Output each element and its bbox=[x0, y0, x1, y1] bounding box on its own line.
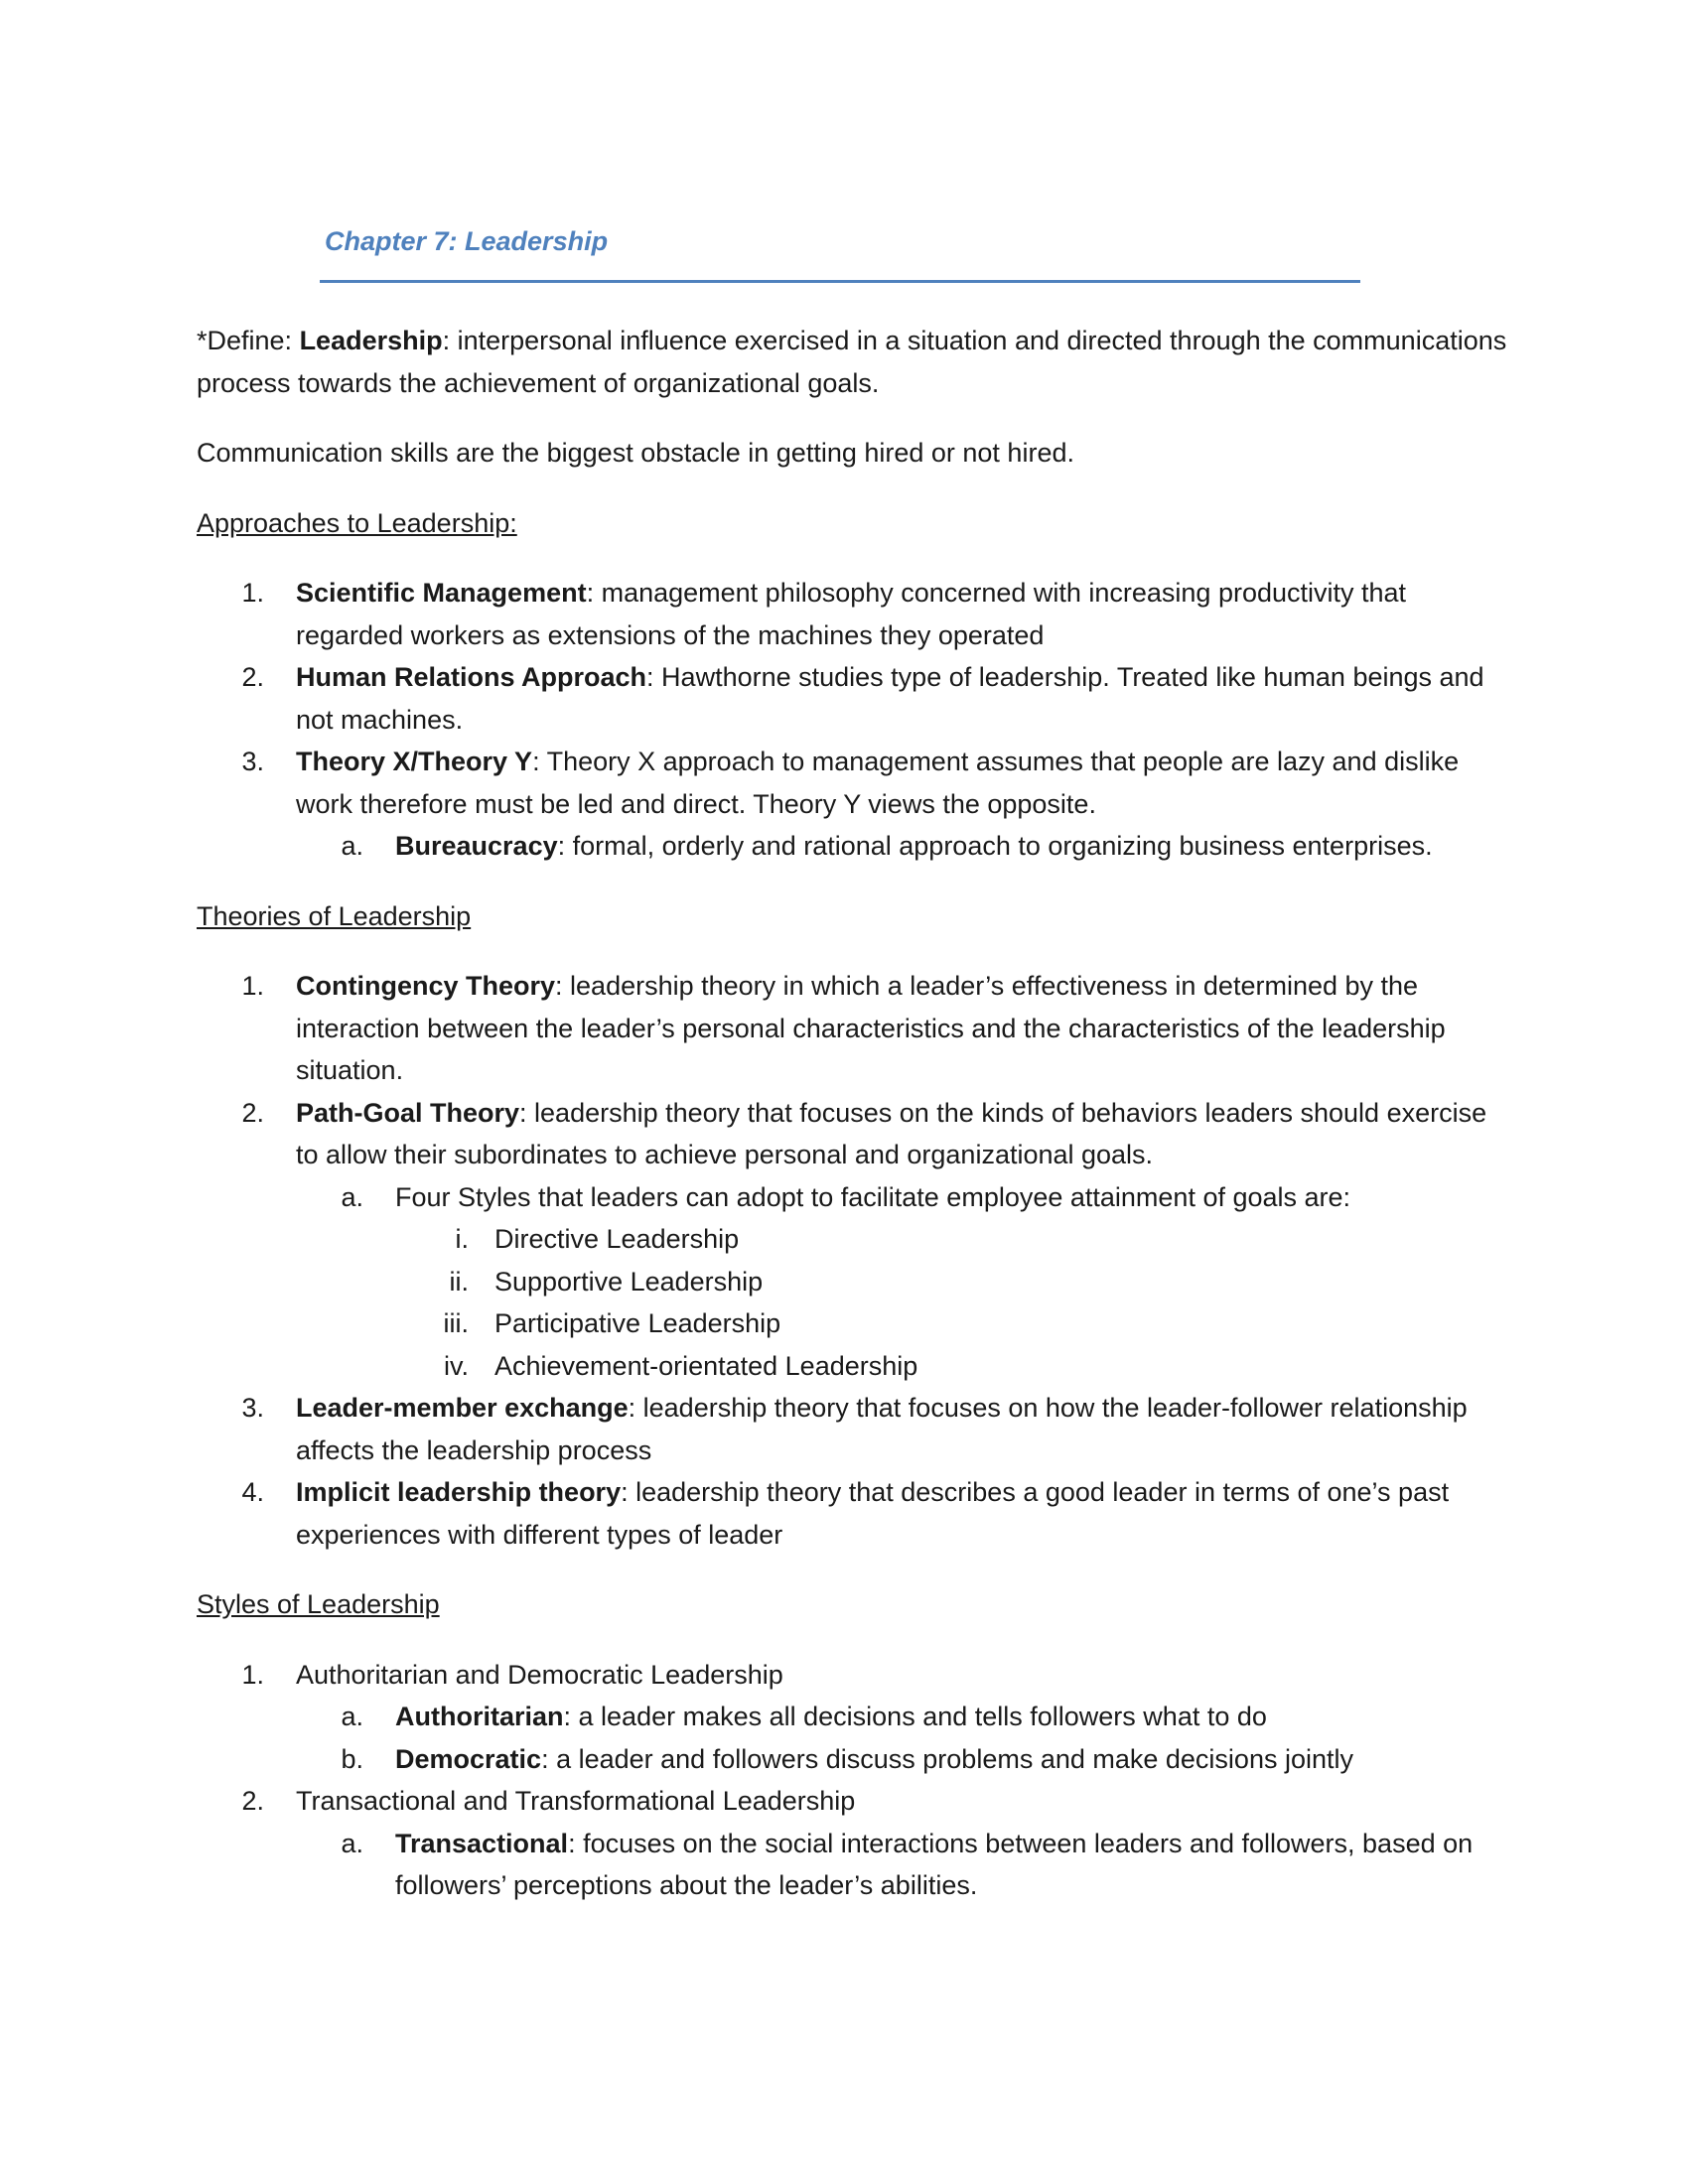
term-text: : leadership theory in which a leader’s effectiveness in determined by the interaction between the leader’s personal characteristics and the characteristics of the leadership situation. bbox=[296, 971, 1446, 1085]
list-roman: i. bbox=[455, 1224, 469, 1254]
term-text: : a leader makes all decisions and tells followers what to do bbox=[563, 1702, 1267, 1731]
sub-item-text: Four Styles that leaders can adopt to facilitate employee attainment of goals are: bbox=[395, 1181, 1351, 1212]
term: Path-Goal Theory bbox=[296, 1097, 520, 1128]
term-text: : leadership theory that describes a good leader in terms of one’s past experiences with different types of leader bbox=[296, 1477, 1450, 1550]
title-rule bbox=[320, 280, 1360, 283]
sub-list bbox=[296, 1823, 1507, 1907]
sub-list bbox=[296, 1696, 1507, 1780]
sub-list-item bbox=[296, 1176, 1507, 1388]
styles-heading: Styles of Leadership bbox=[197, 1589, 440, 1619]
sub-list bbox=[296, 1176, 1507, 1388]
definition-term: Leadership bbox=[299, 326, 443, 355]
list-letter: a. bbox=[341, 831, 363, 861]
sub-list bbox=[296, 825, 1507, 868]
list-item bbox=[197, 741, 1507, 868]
definition-text: : interpersonal influence exercised in a situation and directed through the communications process towards the achievement of organizational goals. bbox=[197, 326, 1507, 398]
term: Scientific Management bbox=[296, 578, 587, 608]
list-number: 3. bbox=[241, 747, 264, 776]
list-roman: iii. bbox=[443, 1308, 469, 1338]
term-text: : Theory X approach to management assumes that people are lazy and dislike work therefore must be led and direct. Theory Y views the opposite. bbox=[296, 747, 1460, 819]
term-text: : focuses on the social interactions between leaders and followers, based on followers’ perceptions about the leader’s abilities. bbox=[395, 1828, 1474, 1900]
list-item bbox=[197, 1654, 1507, 1781]
term: Theory X/Theory Y bbox=[296, 747, 533, 776]
chapter-title: Chapter 7: Leadership bbox=[325, 226, 609, 256]
list-item bbox=[197, 1471, 1507, 1556]
list-item bbox=[197, 1387, 1507, 1471]
term-text: : Hawthorne studies type of leadership. Treated like human beings and not machines. bbox=[296, 662, 1484, 735]
style-text: Directive Leadership bbox=[494, 1224, 740, 1254]
list-letter: a. bbox=[341, 1702, 363, 1731]
approaches-list bbox=[197, 572, 1507, 868]
list-number: 1. bbox=[241, 971, 264, 1001]
styles-list bbox=[197, 1654, 1507, 1907]
list-number: 2. bbox=[241, 1786, 264, 1816]
list-number: 4. bbox=[241, 1477, 264, 1507]
list-item bbox=[197, 965, 1507, 1092]
roman-list-item bbox=[395, 1302, 1507, 1345]
sub-list-item bbox=[296, 825, 1507, 868]
list-item-text: Transactional and Transformational Leadership bbox=[296, 1786, 856, 1816]
term-text: : leadership theory that focuses on the kinds of behaviors leaders should exercise to allow their subordinates to achieve personal and organizational goals. bbox=[296, 1097, 1487, 1169]
term: Democratic bbox=[395, 1743, 542, 1774]
list-item bbox=[197, 1092, 1507, 1388]
term: Human Relations Approach bbox=[296, 662, 647, 692]
list-number: 3. bbox=[241, 1393, 264, 1423]
list-item bbox=[197, 1780, 1507, 1907]
list-letter: a. bbox=[341, 1181, 363, 1212]
list-letter: a. bbox=[341, 1828, 363, 1858]
sub-list-item bbox=[296, 1738, 1507, 1781]
style-text: Supportive Leadership bbox=[494, 1266, 764, 1297]
term: Transactional bbox=[395, 1828, 569, 1858]
theories-list bbox=[197, 965, 1507, 1556]
communication-note: Communication skills are the biggest obstacle in getting hired or not hired. bbox=[197, 438, 1074, 468]
term: Leader-member exchange bbox=[296, 1393, 629, 1423]
list-number: 1. bbox=[241, 578, 264, 608]
sub-list-item bbox=[296, 1823, 1507, 1907]
list-number: 1. bbox=[241, 1659, 264, 1690]
term: Bureaucracy bbox=[395, 831, 558, 861]
roman-list-item bbox=[395, 1345, 1507, 1388]
definition-prefix: *Define: bbox=[197, 326, 300, 355]
term: Authoritarian bbox=[395, 1702, 564, 1731]
style-text: Participative Leadership bbox=[494, 1308, 781, 1338]
definition-paragraph bbox=[197, 320, 1507, 404]
list-letter: b. bbox=[341, 1743, 363, 1774]
term-text: : a leader and followers discuss problems and make decisions jointly bbox=[541, 1743, 1353, 1774]
list-roman: ii. bbox=[449, 1266, 469, 1297]
list-item-text: Authoritarian and Democratic Leadership bbox=[296, 1659, 783, 1690]
document-body bbox=[197, 320, 1507, 1907]
term: Implicit leadership theory bbox=[296, 1477, 622, 1507]
sub-list-item bbox=[296, 1696, 1507, 1738]
list-roman: iv. bbox=[444, 1350, 469, 1381]
theories-heading: Theories of Leadership bbox=[197, 900, 472, 931]
roman-list-item bbox=[395, 1261, 1507, 1303]
list-number: 2. bbox=[241, 662, 264, 692]
list-item bbox=[197, 572, 1507, 656]
roman-list bbox=[395, 1218, 1507, 1387]
list-number: 2. bbox=[241, 1097, 264, 1128]
term-text: : formal, orderly and rational approach to organizing business enterprises. bbox=[557, 831, 1433, 861]
list-item bbox=[197, 656, 1507, 741]
style-text: Achievement-orientated Leadership bbox=[494, 1350, 918, 1381]
roman-list-item bbox=[395, 1218, 1507, 1261]
term-text: : leadership theory that focuses on how the leader-follower relationship affects the leadership process bbox=[296, 1393, 1468, 1465]
term-text: : management philosophy concerned with increasing productivity that regarded workers as extensions of the machines they operated bbox=[296, 578, 1407, 650]
term: Contingency Theory bbox=[296, 971, 556, 1001]
approaches-heading: Approaches to Leadership: bbox=[197, 507, 517, 538]
